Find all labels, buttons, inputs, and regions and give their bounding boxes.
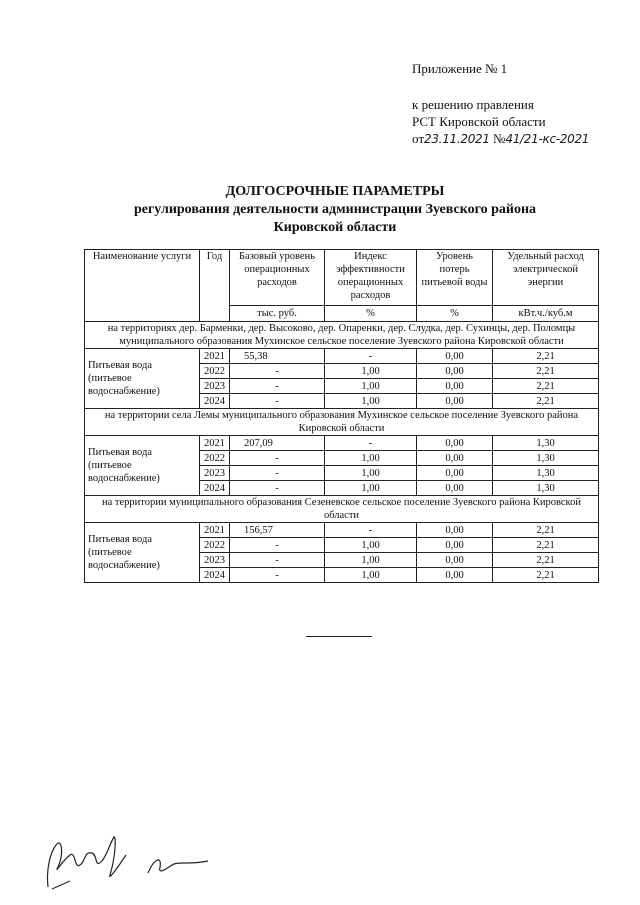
- year-cell: 2024: [200, 481, 230, 496]
- header-efficiency-index: Индекс эффективности операционных расходов: [325, 250, 417, 306]
- base-opex-cell: -: [230, 364, 325, 379]
- water-loss-cell: 0,00: [417, 481, 493, 496]
- table-row: [85, 349, 599, 364]
- energy-use-cell: 1,30: [493, 466, 599, 481]
- water-loss-cell: 0,00: [417, 379, 493, 394]
- year-cell: 2022: [200, 538, 230, 553]
- service-name: Питьевая вода (питьевое водоснабжение): [85, 523, 200, 583]
- header-energy-use: Удельный расход электрической энергии: [493, 250, 599, 306]
- header-year: Год: [200, 250, 230, 322]
- year-cell: 2024: [200, 394, 230, 409]
- base-opex-cell: -: [230, 379, 325, 394]
- year-cell: 2024: [200, 568, 230, 583]
- section-heading: на территориях дер. Барменки, дер. Высоково, дер. Опаренки, дер. Слудка, дер. Сухинцы, дер. Поломцы муниципального образования Мухинское сельское поселение Зуевского района Кировской области: [85, 322, 599, 349]
- energy-use-cell: 2,21: [493, 349, 599, 364]
- title-line-1: ДОЛГОСРОЧНЫЕ ПАРАМЕТРЫ: [225, 184, 445, 199]
- year-cell: 2023: [200, 466, 230, 481]
- handwritten-number: 41/21-кс-2021: [505, 132, 590, 146]
- base-opex-cell: 207,09: [230, 436, 325, 451]
- unit-base-opex: тыс. руб.: [230, 306, 325, 322]
- year-cell: 2022: [200, 364, 230, 379]
- base-opex-cell: -: [230, 451, 325, 466]
- energy-use-cell: 2,21: [493, 523, 599, 538]
- table-row: [85, 523, 599, 538]
- water-loss-cell: 0,00: [417, 553, 493, 568]
- efficiency-index-cell: 1,00: [325, 568, 417, 583]
- table-header-row: [85, 250, 599, 306]
- efficiency-index-cell: -: [325, 523, 417, 538]
- water-loss-cell: 0,00: [417, 538, 493, 553]
- appendix-authority-line: РСТ Кировской области: [412, 114, 546, 129]
- handwritten-date: 23.11.2021: [424, 132, 490, 146]
- efficiency-index-cell: 1,00: [325, 538, 417, 553]
- title-line-2: регулирования деятельности администрации Зуевского района: [133, 202, 537, 217]
- energy-use-cell: 2,21: [493, 394, 599, 409]
- unit-energy-use: кВт.ч./куб.м: [493, 306, 599, 322]
- energy-use-cell: 2,21: [493, 379, 599, 394]
- appendix-date-number-line: [412, 130, 589, 148]
- year-cell: 2023: [200, 553, 230, 568]
- year-cell: 2021: [200, 349, 230, 364]
- year-cell: 2021: [200, 436, 230, 451]
- water-loss-cell: 0,00: [417, 436, 493, 451]
- year-cell: 2022: [200, 451, 230, 466]
- water-loss-cell: 0,00: [417, 568, 493, 583]
- section-heading-row: [85, 322, 599, 349]
- table-row: [85, 436, 599, 451]
- energy-use-cell: 2,21: [493, 364, 599, 379]
- base-opex-cell: -: [230, 553, 325, 568]
- end-rule: [306, 636, 372, 637]
- water-loss-cell: 0,00: [417, 523, 493, 538]
- efficiency-index-cell: -: [325, 349, 417, 364]
- year-cell: 2023: [200, 379, 230, 394]
- service-name: Питьевая вода (питьевое водоснабжение): [85, 349, 200, 409]
- water-loss-cell: 0,00: [417, 364, 493, 379]
- year-cell: 2021: [200, 523, 230, 538]
- number-mark: №: [492, 131, 506, 146]
- base-opex-cell: -: [230, 568, 325, 583]
- water-loss-cell: 0,00: [417, 451, 493, 466]
- efficiency-index-cell: -: [325, 436, 417, 451]
- base-opex-cell: 156,57: [230, 523, 325, 538]
- section-heading-row: [85, 409, 599, 436]
- efficiency-index-cell: 1,00: [325, 466, 417, 481]
- energy-use-cell: 1,30: [493, 481, 599, 496]
- service-name: Питьевая вода (питьевое водоснабжение): [85, 436, 200, 496]
- base-opex-cell: -: [230, 394, 325, 409]
- energy-use-cell: 2,21: [493, 568, 599, 583]
- base-opex-cell: 55,38: [230, 349, 325, 364]
- water-loss-cell: 0,00: [417, 466, 493, 481]
- appendix-decision-line: к решению правления: [412, 97, 534, 112]
- section-heading-row: [85, 496, 599, 523]
- table-body: [85, 322, 599, 583]
- document-title: [100, 183, 570, 237]
- efficiency-index-cell: 1,00: [325, 553, 417, 568]
- date-prefix: от: [412, 131, 425, 146]
- title-line-3: Кировской области: [273, 220, 397, 235]
- efficiency-index-cell: 1,00: [325, 451, 417, 466]
- unit-water-loss: %: [417, 306, 493, 322]
- base-opex-cell: -: [230, 538, 325, 553]
- section-heading: на территории села Лемы муниципального образования Мухинское сельское поселение Зуевского района Кировской области: [85, 409, 599, 436]
- water-loss-cell: 0,00: [417, 349, 493, 364]
- efficiency-index-cell: 1,00: [325, 481, 417, 496]
- base-opex-cell: -: [230, 481, 325, 496]
- header-service: Наименование услуги: [85, 250, 200, 322]
- parameters-table: [84, 249, 599, 583]
- signature-scribble: [40, 825, 240, 895]
- unit-efficiency-index: %: [325, 306, 417, 322]
- section-heading: на территории муниципального образования Сезеневское сельское поселение Зуевского района Кировской области: [85, 496, 599, 523]
- water-loss-cell: 0,00: [417, 394, 493, 409]
- energy-use-cell: 1,30: [493, 436, 599, 451]
- energy-use-cell: 1,30: [493, 451, 599, 466]
- header-water-loss: Уровень потерь питьевой воды: [417, 250, 493, 306]
- header-base-opex: Базовый уровень операционных расходов: [230, 250, 325, 306]
- efficiency-index-cell: 1,00: [325, 379, 417, 394]
- efficiency-index-cell: 1,00: [325, 394, 417, 409]
- energy-use-cell: 2,21: [493, 538, 599, 553]
- base-opex-cell: -: [230, 466, 325, 481]
- appendix-title: Приложение № 1: [412, 61, 508, 76]
- efficiency-index-cell: 1,00: [325, 364, 417, 379]
- energy-use-cell: 2,21: [493, 553, 599, 568]
